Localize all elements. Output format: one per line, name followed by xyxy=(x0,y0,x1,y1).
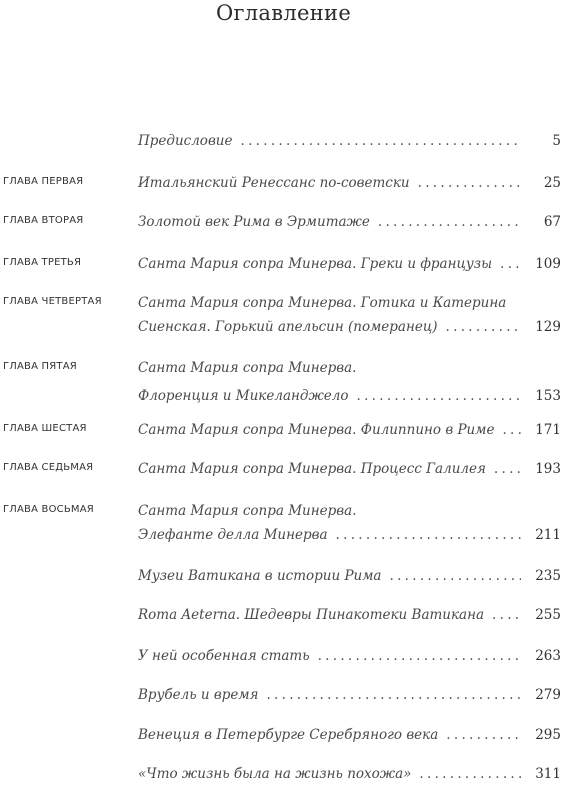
dot-leader xyxy=(378,210,521,234)
page-number: 295 xyxy=(535,727,561,743)
page-number: 171 xyxy=(535,422,561,438)
page-number: 255 xyxy=(535,607,561,623)
entry-title: Сиенская. Горький апельсин (померанец) xyxy=(138,319,438,335)
chapter-label: ГЛАВА ТРЕТЬЯ xyxy=(3,257,82,268)
dot-leader xyxy=(240,129,521,153)
entry-title-line1: Санта Мария сопра Минерва. xyxy=(138,503,357,519)
dot-leader xyxy=(446,723,521,747)
page-number: 263 xyxy=(535,648,561,664)
dot-leader xyxy=(492,603,521,627)
dot-leader xyxy=(318,644,521,668)
page-number: 235 xyxy=(535,568,561,584)
dot-leader xyxy=(336,523,521,547)
chapter-label: ГЛАВА ВТОРАЯ xyxy=(3,215,84,226)
entry-title: Венеция в Петербурге Серебряного века xyxy=(138,727,439,743)
page-number: 5 xyxy=(552,133,561,149)
dot-leader xyxy=(502,418,521,442)
chapter-label: ГЛАВА ВОСЬМАЯ xyxy=(3,504,94,515)
entry-title: Roma Aeterna. Шедевры Пинакотеки Ватикана xyxy=(138,607,485,623)
entry-title: Флоренция и Микеланджело xyxy=(138,388,349,404)
dot-leader xyxy=(418,171,521,195)
dot-leader xyxy=(446,315,521,339)
page-number: 153 xyxy=(535,388,561,404)
dot-leader xyxy=(357,384,521,408)
entry-title: Итальянский Ренессанс по-советски xyxy=(138,175,410,191)
chapter-label: ГЛАВА СЕДЬМАЯ xyxy=(3,462,94,473)
page-number: 67 xyxy=(543,214,561,230)
page-number: 211 xyxy=(535,527,561,543)
entry-title: Санта Мария сопра Минерва. Греки и французы xyxy=(138,256,493,272)
dot-leader xyxy=(500,252,521,276)
chapter-label: ГЛАВА ЧЕТВЕРТАЯ xyxy=(3,296,102,307)
entry-title: Золотой век Рима в Эрмитаже xyxy=(138,214,370,230)
page-title: Оглавление xyxy=(215,1,352,25)
entry-title: Музеи Ватикана в истории Рима xyxy=(138,568,382,584)
dot-leader xyxy=(494,457,521,481)
entry-title-line1: Санта Мария сопра Минерва. Готика и Катерина xyxy=(138,295,507,311)
page-number: 129 xyxy=(535,319,561,335)
page-number: 279 xyxy=(535,687,561,703)
entry-title: У ней особенная стать xyxy=(138,648,310,664)
entry-title: Санта Мария сопра Минерва. Процесс Галилея xyxy=(138,461,486,477)
page-number: 311 xyxy=(535,766,561,782)
entry-title: Элефанте делла Минерва xyxy=(138,527,328,543)
chapter-label: ГЛАВА ПЯТАЯ xyxy=(3,361,77,372)
page-number: 25 xyxy=(543,175,561,191)
dot-leader xyxy=(266,683,521,707)
entry-title: Предисловие xyxy=(138,133,233,149)
dot-leader xyxy=(389,564,521,588)
dot-leader xyxy=(419,762,521,786)
chapter-label: ГЛАВА ШЕСТАЯ xyxy=(3,423,87,434)
entry-title-line1: Санта Мария сопра Минерва. xyxy=(138,360,357,376)
entry-title: Санта Мария сопра Минерва. Филиппино в Риме xyxy=(138,422,495,438)
page-number: 109 xyxy=(535,256,561,272)
chapter-label: ГЛАВА ПЕРВАЯ xyxy=(3,176,84,187)
page-number: 193 xyxy=(535,461,561,477)
entry-title: «Что жизнь была на жизнь похожа» xyxy=(138,766,412,782)
entry-title: Врубель и время xyxy=(138,687,259,703)
